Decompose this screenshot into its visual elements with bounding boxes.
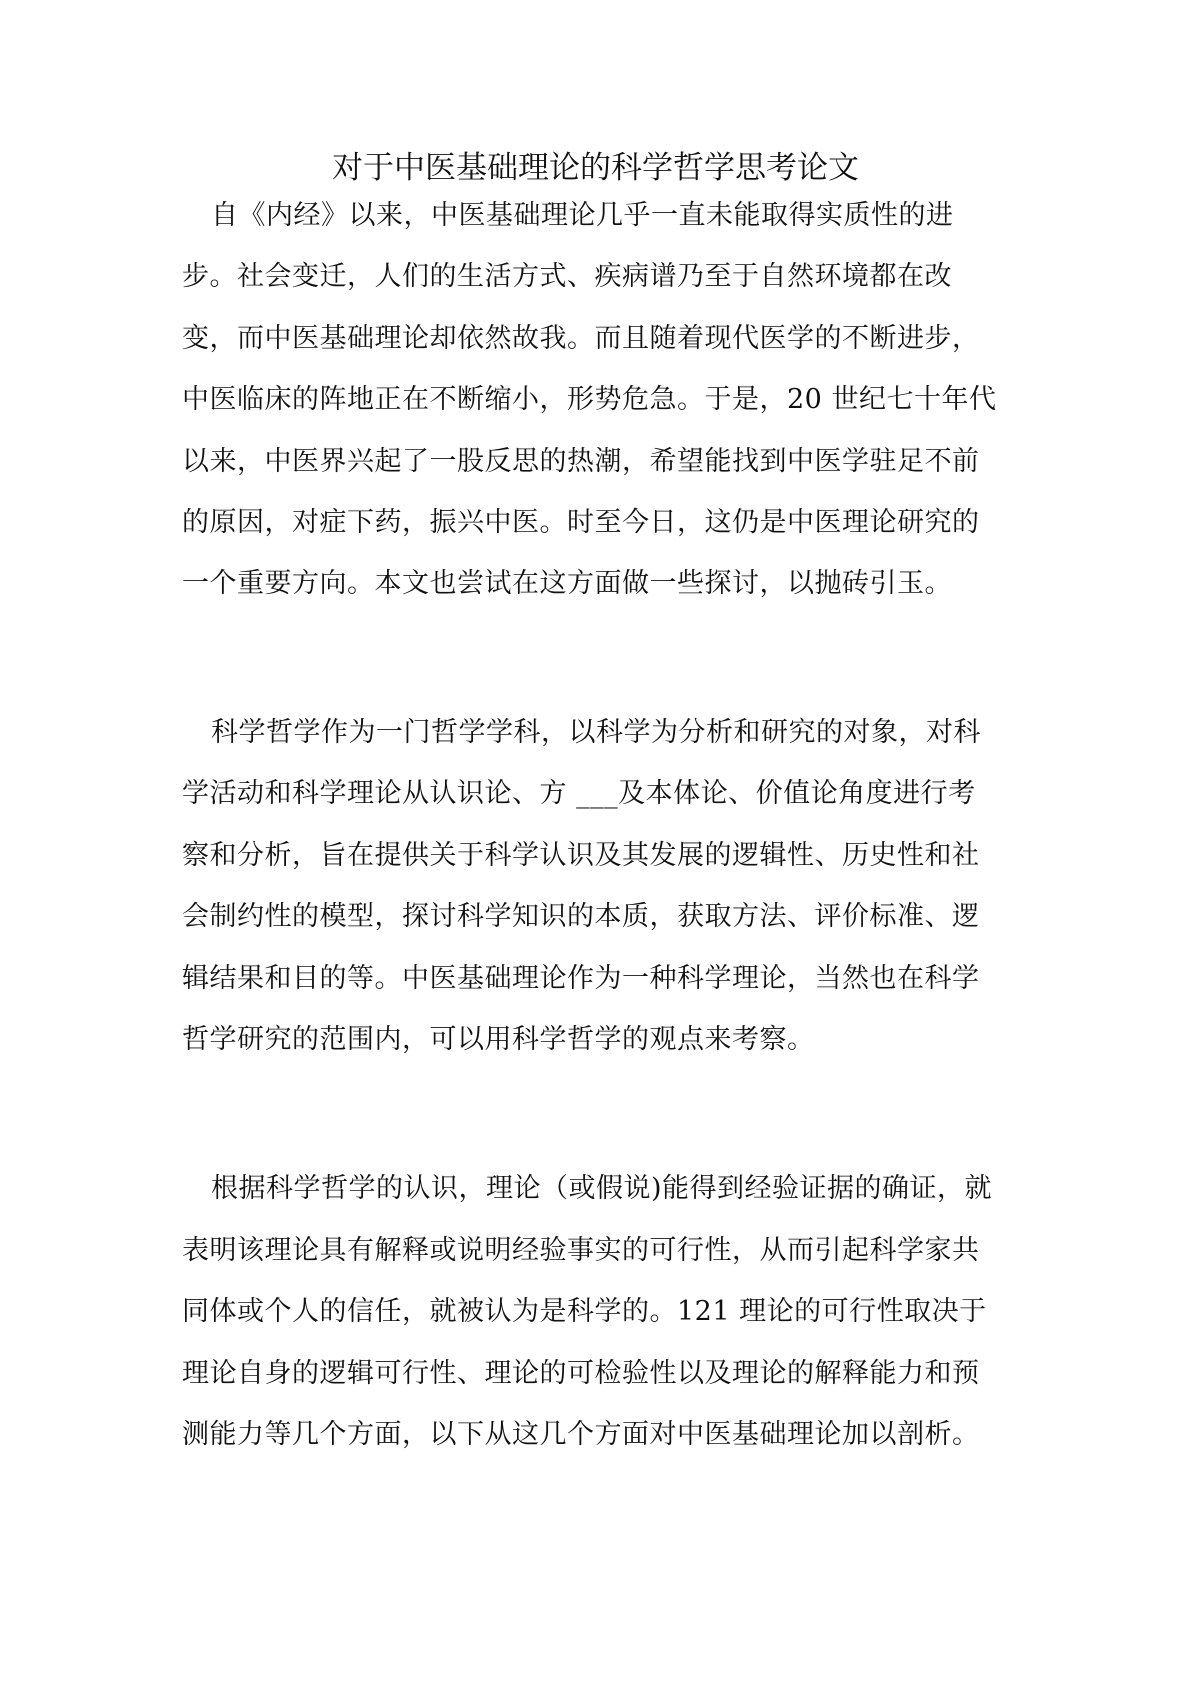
paragraph-2-line-5: 辑结果和目的等。中医基础理论作为一种科学理论，当然也在科学 — [182, 963, 980, 994]
paragraph-1-line-5: 以来，中医界兴起了一股反思的热潮，希望能找到中医学驻足不前 — [182, 446, 980, 477]
document-title: 对于中医基础理论的科学哲学思考论文 — [332, 150, 859, 186]
paragraph-2-line-3: 察和分析，旨在提供关于科学认识及其发展的逻辑性、历史性和社 — [182, 840, 980, 871]
paragraph-3-line-3: 同体或个人的信任，就被认为是科学的。121 理论的可行性取决于 — [182, 1296, 987, 1327]
paragraph-3-line-2: 表明该理论具有解释或说明经验事实的可行性，从而引起科学家共 — [182, 1235, 980, 1266]
paragraph-2-line-2: 学活动和科学理论从认识论、方 ___及本体论、价值论角度进行考 — [182, 778, 976, 809]
paragraph-1-line-4: 中医临床的阵地正在不断缩小，形势危急。于是，20 世纪七十年代 — [182, 384, 997, 415]
paragraph-2-line-4: 会制约性的模型，探讨科学知识的本质，获取方法、评价标准、逻 — [182, 901, 980, 932]
paragraph-3-line-5: 测能力等几个方面，以下从这几个方面对中医基础理论加以剖析。 — [182, 1419, 980, 1450]
paragraph-2-line-1: 科学哲学作为一门哲学学科，以科学为分析和研究的对象，对科 — [211, 717, 981, 748]
paragraph-1-line-1: 自《内经》以来，中医基础理论几乎一直未能取得实质性的进 — [211, 200, 954, 231]
paragraph-3-line-1: 根据科学哲学的认识，理论（或假说)能得到经验证据的确证，就 — [211, 1173, 993, 1204]
paragraph-3-line-4: 理论自身的逻辑可行性、理论的可检验性以及理论的解释能力和预 — [182, 1358, 980, 1389]
paragraph-1-line-7: 一个重要方向。本文也尝试在这方面做一些探讨，以抛砖引玉。 — [182, 568, 952, 599]
paragraph-2-line-6: 哲学研究的范围内，可以用科学哲学的观点来考察。 — [182, 1024, 815, 1055]
paragraph-1-line-2: 步。社会变迁，人们的生活方式、疾病谱乃至于自然环境都在改 — [182, 261, 952, 292]
paragraph-1-line-6: 的原因，对症下药，振兴中医。时至今日，这仍是中医理论研究的 — [182, 507, 980, 538]
paragraph-1-line-3: 变，而中医基础理论却依然故我。而且随着现代医学的不断进步， — [182, 323, 980, 354]
